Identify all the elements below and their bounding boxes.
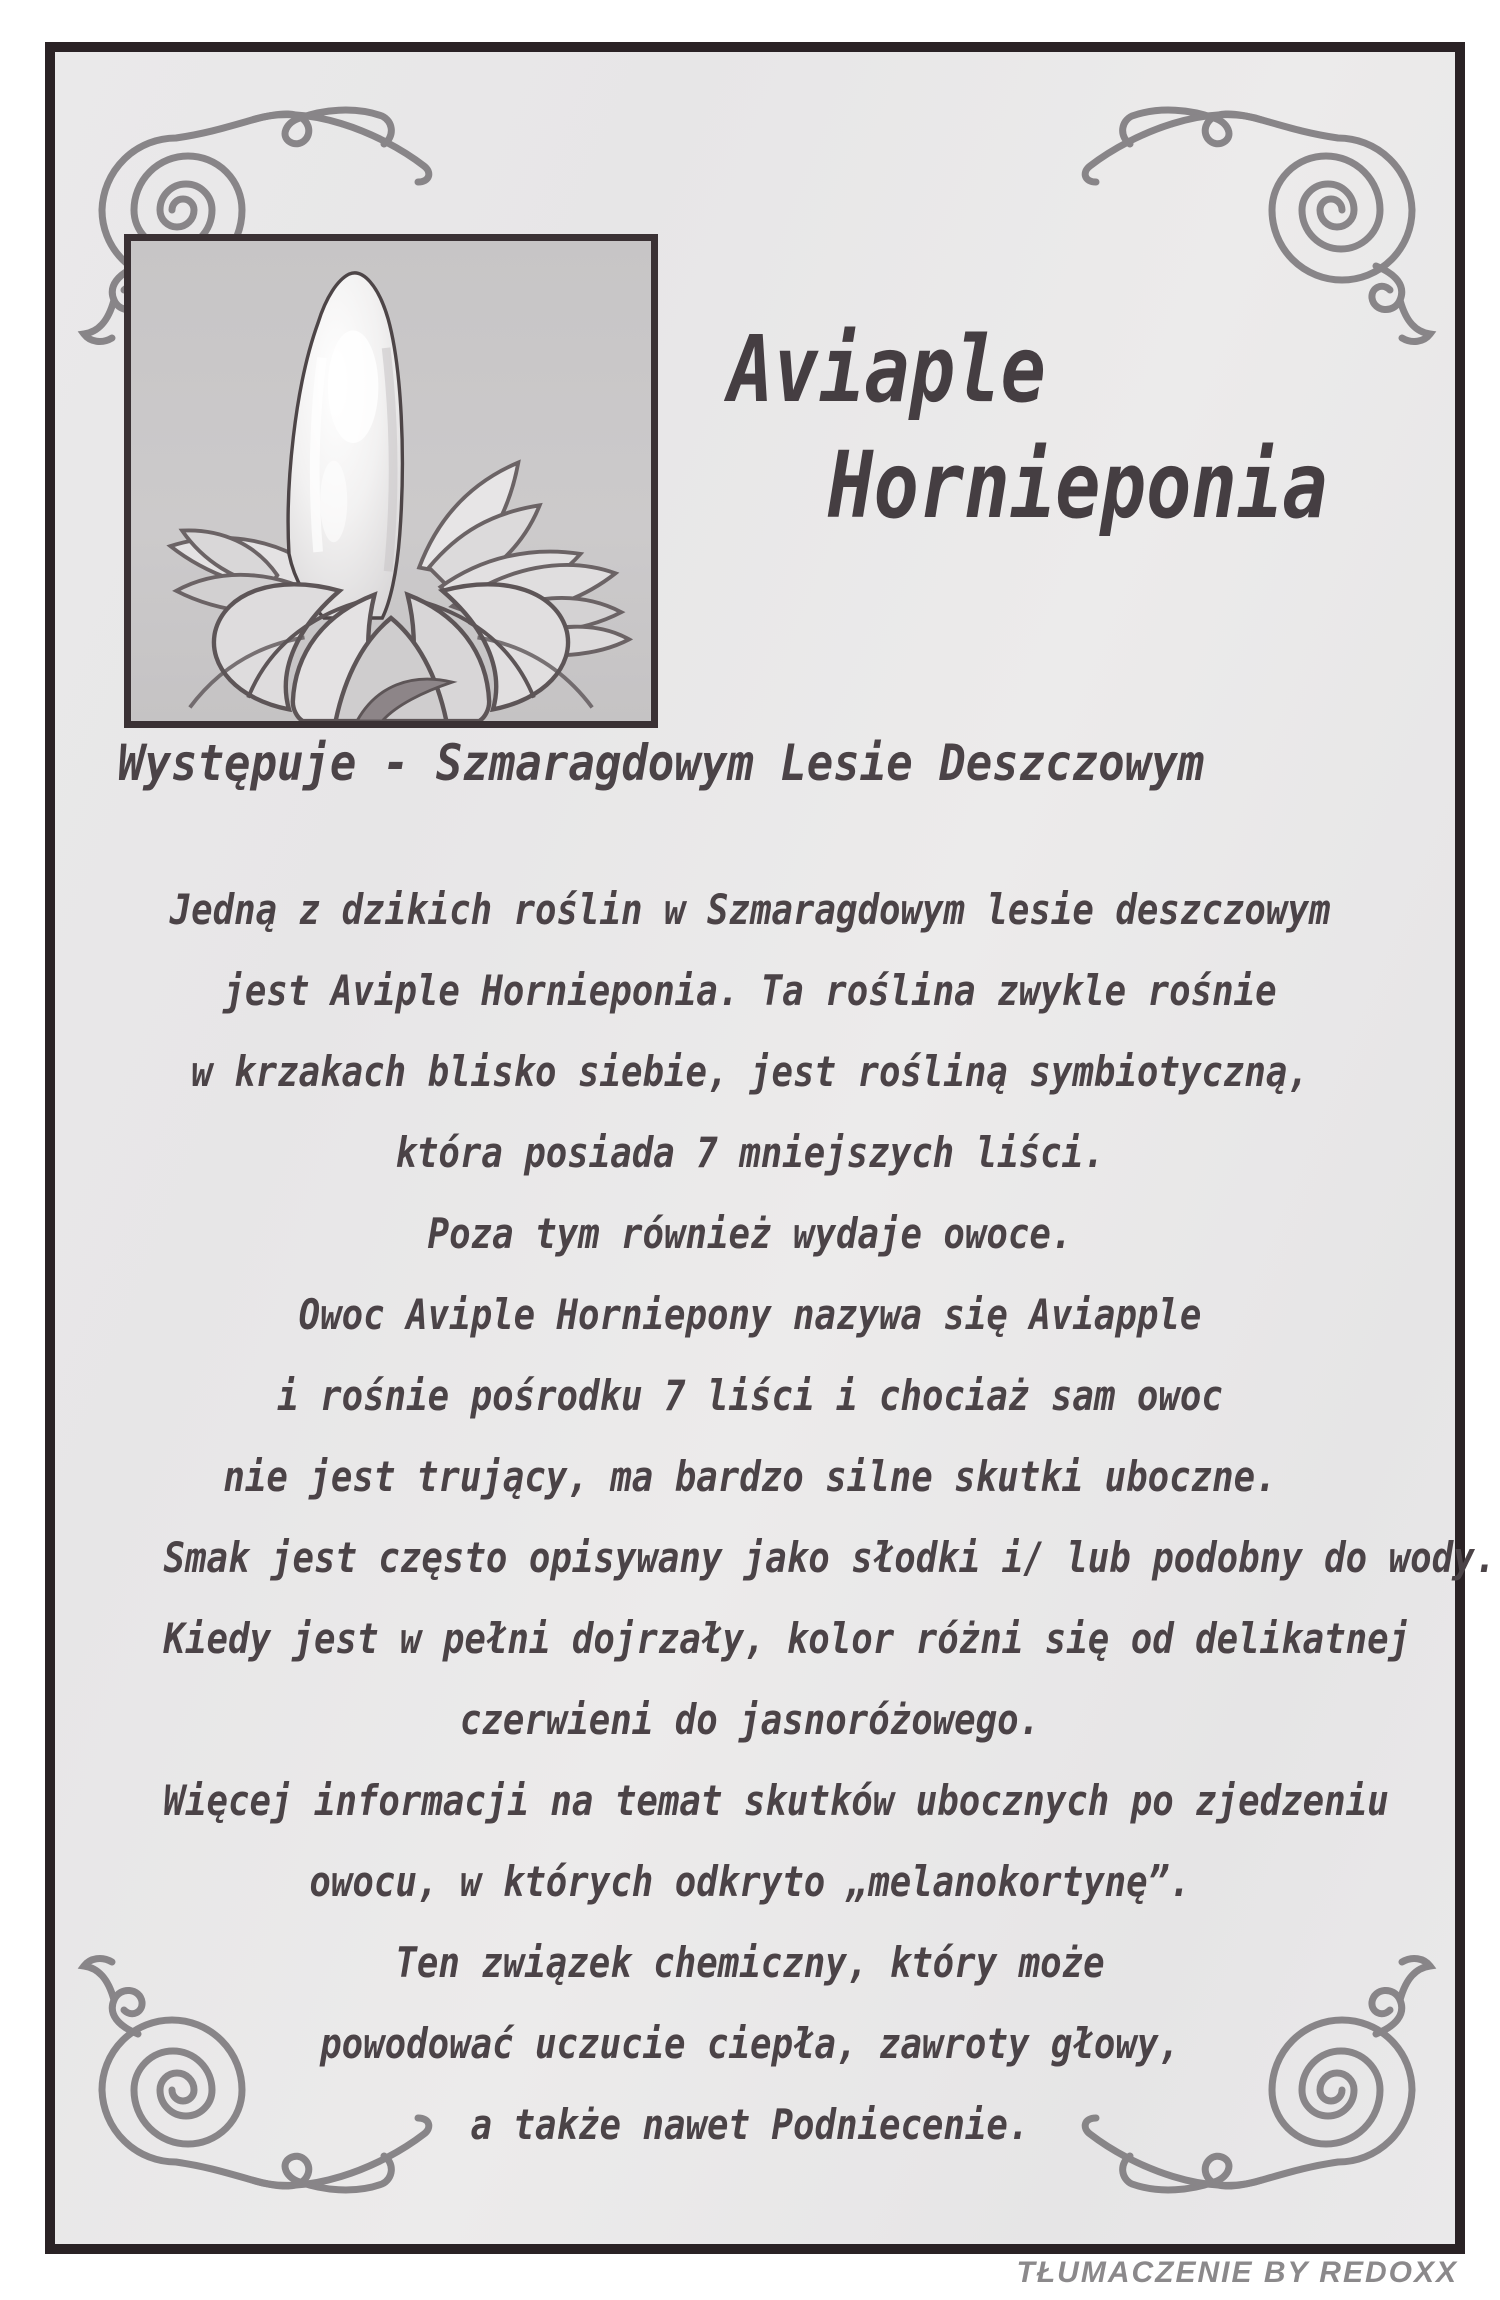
body-line: Ten związek chemiczny, który może — [395, 1938, 1105, 1987]
page-title-line2: Hornieponia — [828, 432, 1328, 539]
body-line: i rośnie pośrodku 7 liści i chociaż sam owoc — [277, 1371, 1223, 1420]
translator-credit: TŁUMACZENIE BY REDOXX — [1016, 2256, 1458, 2289]
body-line: która posiada 7 mniejszych liści. — [395, 1128, 1105, 1177]
body-line: jest Aviple Hornieponia. Ta roślina zwykle rośnie — [223, 966, 1277, 1015]
body-line: powodować uczucie ciepła, zawroty głowy, — [320, 2019, 1180, 2068]
body-line: Kiedy jest w pełni dojrzały, kolor różni się od delikatnej — [163, 1614, 1411, 1663]
aviaple-plant-illustration — [124, 234, 658, 728]
body-line: w krzakach blisko siebie, jest rośliną symbiotyczną, — [191, 1047, 1309, 1096]
plant-drawing — [131, 241, 651, 721]
body-line: owocu, w których odkryto „melanokortynę”. — [309, 1857, 1191, 1906]
body-line: Owoc Aviple Horniepony nazywa się Aviapple — [298, 1290, 1202, 1339]
body-line: czerwieni do jasnoróżowego. — [459, 1695, 1041, 1744]
body-line: nie jest trujący, ma bardzo silne skutki uboczne. — [223, 1452, 1277, 1501]
page-title-line1: Aviaple — [728, 316, 1046, 423]
body-line: Więcej informacji na temat skutków ubocznych po zjedzeniu — [163, 1776, 1389, 1825]
description-text — [163, 869, 1497, 2165]
habitat-subtitle: Występuje - Szmaragdowym Lesie Deszczowym — [118, 734, 1205, 792]
body-line: a także nawet Podniecenie. — [470, 2100, 1030, 2149]
page-title — [728, 312, 1466, 544]
body-line: Jedną z dzikich roślin w Szmaragdowym lesie deszczowym — [169, 885, 1331, 934]
body-line: Smak jest często opisywany jako słodki i/ lub podobny do wody. — [163, 1533, 1497, 1582]
body-line: Poza tym również wydaje owoce. — [427, 1209, 1073, 1258]
